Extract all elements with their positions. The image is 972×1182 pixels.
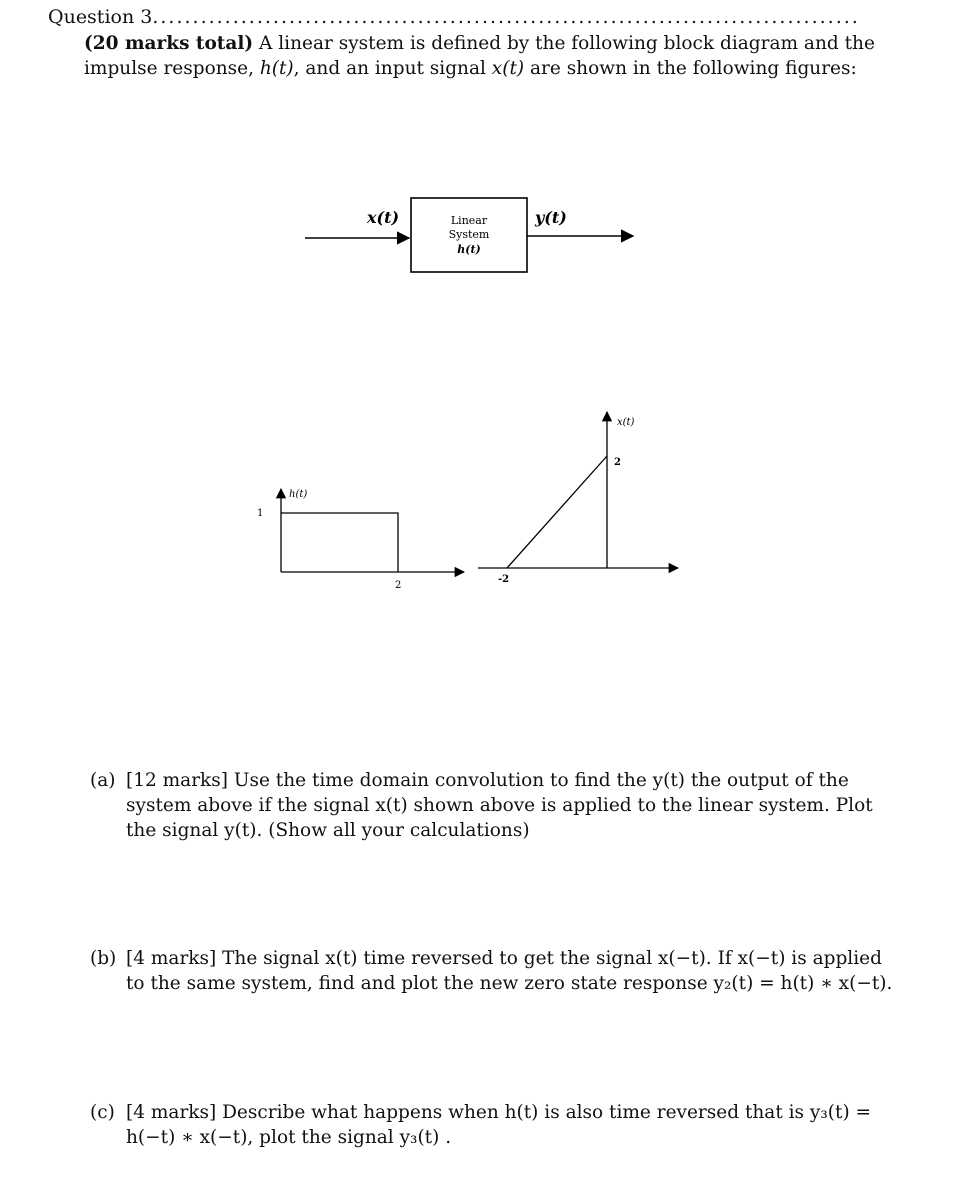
h-axis-label: h(t) — [289, 489, 308, 500]
part-c-text: [4 marks] Describe what happens when h(t) is also time reversed that is y₃(t) = h(−t) ∗ x(−t), plot the signal y₃(t) . — [126, 1102, 872, 1148]
box-label-system: System — [448, 228, 490, 241]
marks-total: (20 marks total) — [84, 33, 254, 54]
h-symbol: h(t) — [259, 58, 294, 79]
part-c — [90, 1100, 900, 1150]
h-pulse — [281, 513, 398, 572]
output-label: y(t) — [535, 208, 567, 227]
part-a-text: [12 marks] Use the time domain convolution to find the y(t) the output of the system above if the signal x(t) shown above is applied to the linear system. Plot the signal y(t). (Show all your calculations) — [126, 770, 873, 841]
h-amplitude-tick: 1 — [257, 508, 264, 519]
x-ramp — [507, 456, 607, 568]
part-b-text: [4 marks] The signal x(t) time reversed to get the signal x(−t). If x(−t) is applied to the same system, find and plot the new zero state response y₂(t) = h(t) ∗ x(−t). — [126, 948, 893, 994]
part-b-label: (b) — [90, 948, 117, 969]
intro-text-1: A linear system is defined by the following block diagram and the impulse response, — [84, 33, 875, 79]
h-time-tick: 2 — [395, 580, 402, 591]
x-symbol: x(t) — [491, 58, 525, 79]
intro-text-2: , and an input signal — [293, 58, 492, 79]
x-axis-label: x(t) — [617, 417, 635, 428]
part-c-label: (c) — [90, 1102, 115, 1123]
x-amplitude-tick: 2 — [614, 457, 621, 468]
leader-dots: ........................................................................................ — [152, 6, 860, 28]
part-a — [90, 768, 900, 843]
input-label: x(t) — [367, 208, 400, 227]
part-b — [90, 946, 900, 996]
box-label-h: h(t) — [457, 243, 481, 256]
intro-text-3: are shown in the following figures: — [524, 58, 857, 79]
x-time-tick: -2 — [498, 574, 510, 585]
box-label-linear: Linear — [450, 214, 488, 227]
part-a-label: (a) — [90, 770, 116, 791]
question-title: Question 3 — [48, 6, 153, 28]
